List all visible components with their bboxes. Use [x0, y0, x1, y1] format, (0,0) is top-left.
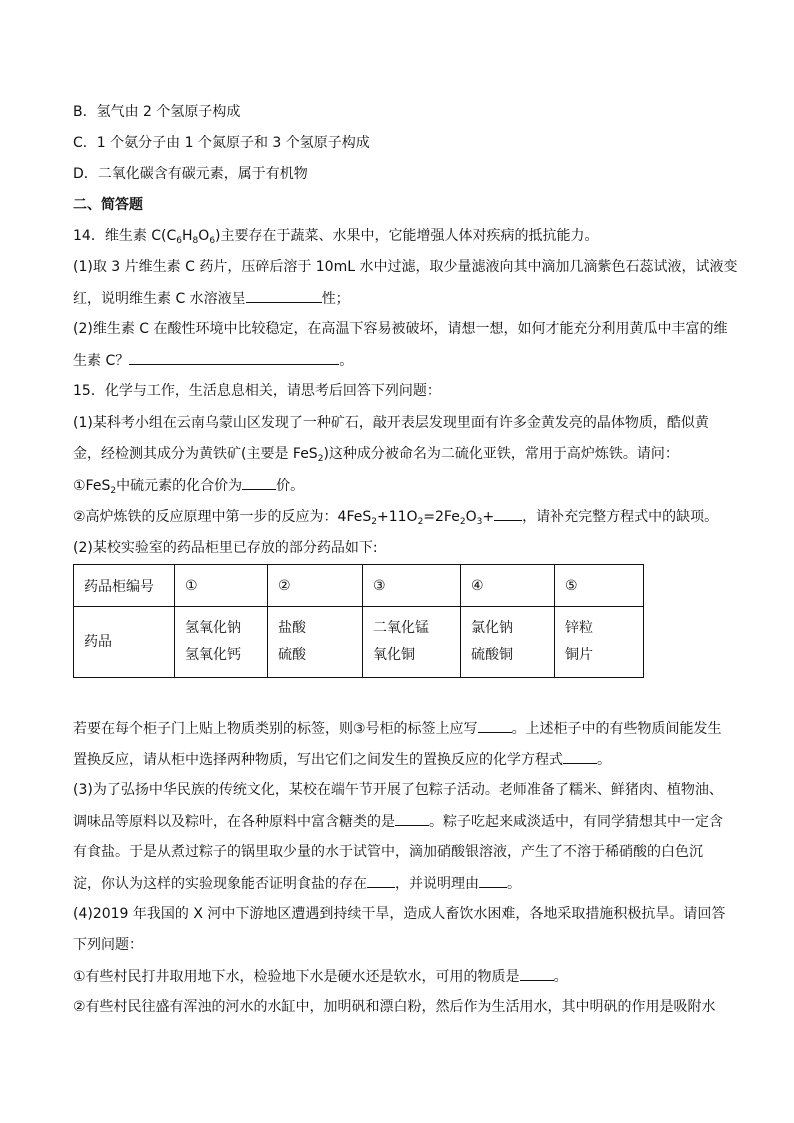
q15-part1-line1: (1)某科考小组在云南乌蒙山区发现了一种矿石，敲开表层发现里面有许多金黄发亮的晶体物质，酷似黄 — [73, 415, 709, 431]
q15-part2-line1: 若要在每个柜子门上贴上物质类别的标签，则③号柜的标签上应写 。上述柜子中的有些物质间能发生 — [73, 718, 722, 739]
answer-blank[interactable] — [395, 811, 429, 826]
answer-blank[interactable] — [494, 506, 522, 521]
table-header-cell: ① — [175, 565, 268, 607]
chemical-cabinet-table — [73, 564, 644, 678]
table-cell: 锌粒 铜片 — [555, 607, 644, 678]
table-row-label: 药品 — [74, 607, 175, 678]
answer-blank[interactable] — [563, 749, 597, 764]
q14-part2-line2: 生素 C？ 。 — [73, 350, 353, 371]
section-title: 二、简答题 — [73, 197, 143, 213]
table-row — [74, 607, 644, 678]
q15-part4-question-1: ①有些村民打井取用地下水，检验地下水是硬水还是软水，可用的物质是 。 — [73, 966, 568, 987]
q15-part2-intro: (2)某校实验室的药品柜里已存放的部分药品如下: — [73, 540, 378, 556]
q14-part1-line2: 红，说明维生素 C 水溶液呈 性； — [73, 288, 350, 309]
table-header-cell: ③ — [363, 565, 461, 607]
answer-blank[interactable] — [246, 288, 322, 303]
q14-stem: 14．维生素 $C(C_6H_8O_6)$主要存在于蔬菜、水果中，它能增强人体对疾病的抵抗能力。 — [73, 228, 599, 246]
option-b: B．氢气由 2 个氢原子构成 — [73, 104, 241, 120]
q15-question-1: ①FeS$_2$中硫元素的化合价为 价。 — [73, 475, 304, 501]
answer-blank[interactable] — [367, 873, 395, 888]
answer-blank[interactable] — [242, 475, 276, 490]
table-cell: 盐酸 硫酸 — [268, 607, 363, 678]
table-header-row — [74, 565, 644, 607]
option-c: C．1 个氨分子由 1 个氮原子和 3 个氢原子构成 — [73, 135, 370, 151]
q15-part4-line2: 下列问题： — [73, 937, 143, 953]
table-header-cell: ② — [268, 565, 363, 607]
q14-part2-line1: (2)维生素 C 在酸性环境中比较稳定，在高温下容易被破坏，请想一想，如何才能充分利用黄瓜中丰富的维 — [73, 321, 728, 337]
q15-part3-line1: (3)为了弘扬中华民族的传统文化，某校在端午节开展了包粽子活动。老师准备了糯米、鲜猪肉、植物油、 — [73, 782, 723, 798]
table-header-cell: 药品柜编号 — [74, 565, 175, 607]
q15-part3-line2: 调味品等原料以及粽叶，在各种原料中富含糖类的是 。粽子吃起来咸淡适中，有同学猜想其中一定含 — [73, 811, 723, 832]
q15-part3-line4: 淀，你认为这样的实验现象能否证明食盐的存在 ，并说明理由 。 — [73, 873, 521, 894]
answer-blank[interactable] — [479, 873, 507, 888]
q14-part1-line1: (1)取 3 片维生素 C 药片，压碎后溶于 10mL 水中过滤，取少量滤液向其中滴加几滴紫色石蕊试液，试液变 — [73, 259, 738, 275]
answer-blank[interactable] — [478, 718, 512, 733]
q15-stem: 15．化学与工作，生活息息相关，请思考后回答下列问题： — [73, 383, 441, 399]
q15-part4-question-2: ②有些村民往盛有浑浊的河水的水缸中，加明矾和漂白粉，然后作为生活用水，其中明矾的作用是吸附水 — [73, 999, 716, 1015]
table-cell: 氢氧化钠 氢氧化钙 — [175, 607, 268, 678]
answer-blank[interactable] — [520, 966, 554, 981]
option-d: D．二氧化碳含有碳元素，属于有机物 — [73, 166, 308, 182]
q15-part4-line1: (4)2019 年我国的 X 河中下游地区遭遇到持续干旱，造成人畜饮水困难，各地采取措施积极抗旱。请回答 — [73, 906, 726, 922]
table-cell: 氯化钠 硫酸铜 — [461, 607, 555, 678]
q15-question-2: ②高炉炼铁的反应原理中第一步的反应为：$4FeS_2+11O_2=2Fe_2O_3+$ ，请补充完整方程式中的缺项。 — [73, 506, 718, 532]
table-cell: 二氧化锰 氧化铜 — [363, 607, 461, 678]
table-header-cell: ⑤ — [555, 565, 644, 607]
table-header-cell: ④ — [461, 565, 555, 607]
q15-part2-line2: 置换反应，请从柜中选择两种物质，写出它们之间发生的置换反应的化学方程式 。 — [73, 749, 611, 770]
q15-part3-line3: 有食盐。于是从煮过粽子的锅里取少量的水于试管中，滴加硝酸银溶液，产生了不溶于稀硝酸的白色沉 — [73, 844, 703, 860]
q15-part1-line2: 金，经检测其成分为黄铁矿(主要是 FeS$_2$)这种成分被命名为二硫化亚铁，常用于高炉炼铁。请问： — [73, 446, 679, 464]
answer-blank[interactable] — [129, 350, 339, 365]
